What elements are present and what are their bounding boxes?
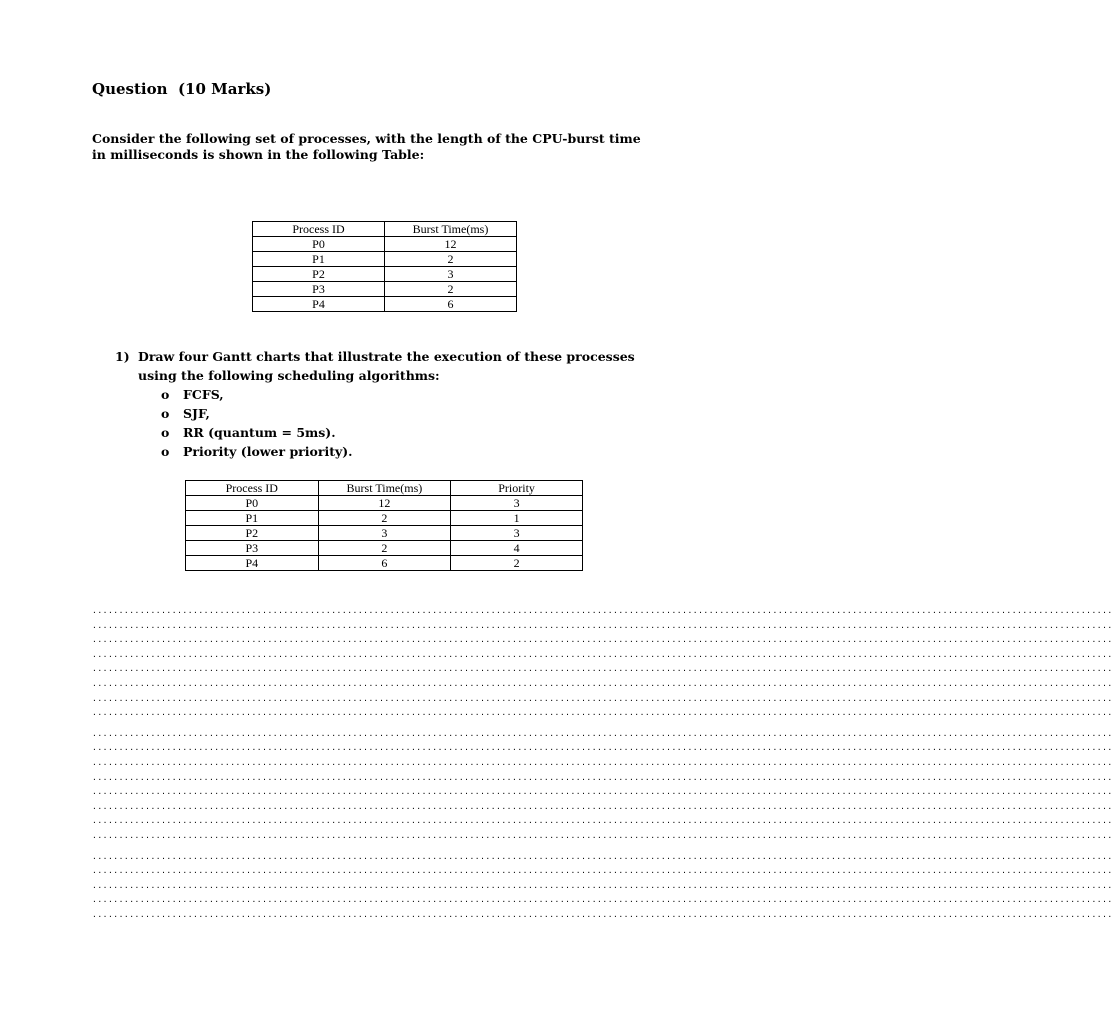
answer-line: ................................................................................................................................................................................................ <box>92 708 1113 718</box>
answer-line: ................................................................................................................................................................................................ <box>92 830 1113 840</box>
answer-line: ................................................................................................................................................................................................ <box>92 909 1113 919</box>
table-header-row <box>186 481 583 496</box>
question-intro: Consider the following set of processes, with the length of the CPU-burst time in milliseconds is shown in the following Table: <box>92 131 641 162</box>
table-row <box>186 556 583 571</box>
table-row <box>186 526 583 541</box>
bullet-icon: o <box>161 425 170 440</box>
answer-line: ................................................................................................................................................................................................ <box>92 743 1113 753</box>
answer-line: ................................................................................................................................................................................................ <box>92 816 1113 826</box>
question-1 <box>115 347 675 461</box>
cell-burst-time: 12 <box>385 237 517 252</box>
priority-table <box>185 480 583 571</box>
answer-line: ................................................................................................................................................................................................ <box>92 880 1113 890</box>
algorithm-label: Priority (lower priority). <box>183 444 353 459</box>
cell-process-id: P4 <box>253 297 385 312</box>
cell-process-id: P1 <box>186 511 319 526</box>
bullet-icon: o <box>161 444 170 459</box>
algorithm-list <box>115 385 675 461</box>
answer-line: ................................................................................................................................................................................................ <box>92 693 1113 703</box>
table-row <box>186 511 583 526</box>
table-row <box>253 282 517 297</box>
answer-line: ................................................................................................................................................................................................ <box>92 620 1113 630</box>
table-row <box>253 252 517 267</box>
list-item <box>115 442 675 461</box>
cell-process-id: P4 <box>186 556 319 571</box>
answer-line: ................................................................................................................................................................................................ <box>92 851 1113 861</box>
answer-area <box>92 604 1113 922</box>
algorithm-label: SJF, <box>183 406 210 421</box>
answer-line: ................................................................................................................................................................................................ <box>92 635 1113 645</box>
answer-line: ................................................................................................................................................................................................ <box>92 606 1113 615</box>
header-process-id: Process ID <box>253 222 385 237</box>
cell-priority: 3 <box>451 496 583 511</box>
cell-process-id: P0 <box>186 496 319 511</box>
answer-line: ................................................................................................................................................................................................ <box>92 757 1113 767</box>
question-text: Draw four Gantt charts that illustrate the execution of these processes using the following scheduling algorithms: <box>138 349 635 383</box>
answer-line: ................................................................................................................................................................................................ <box>92 664 1113 674</box>
table-row <box>253 237 517 252</box>
answer-line: ................................................................................................................................................................................................ <box>92 895 1113 905</box>
answer-line: ................................................................................................................................................................................................ <box>92 772 1113 782</box>
list-item <box>115 385 675 404</box>
cell-process-id: P2 <box>186 526 319 541</box>
algorithm-label: RR (quantum = 5ms). <box>183 425 336 440</box>
header-burst-time: Burst Time(ms) <box>385 222 517 237</box>
cell-priority: 2 <box>451 556 583 571</box>
table-row <box>186 496 583 511</box>
cell-process-id: P1 <box>253 252 385 267</box>
cell-burst-time: 2 <box>318 511 451 526</box>
cell-process-id: P0 <box>253 237 385 252</box>
cell-burst-time: 3 <box>385 267 517 282</box>
question-title: Question (10 Marks) <box>92 80 272 98</box>
cell-burst-time: 2 <box>385 252 517 267</box>
bullet-icon: o <box>161 406 170 421</box>
cell-process-id: P3 <box>253 282 385 297</box>
cell-priority: 1 <box>451 511 583 526</box>
header-process-id: Process ID <box>186 481 319 496</box>
answer-line: ................................................................................................................................................................................................ <box>92 801 1113 811</box>
burst-time-table <box>252 221 517 312</box>
list-item <box>115 423 675 442</box>
answer-line: ................................................................................................................................................................................................ <box>92 787 1113 797</box>
cell-burst-time: 2 <box>385 282 517 297</box>
cell-burst-time: 6 <box>318 556 451 571</box>
header-priority: Priority <box>451 481 583 496</box>
answer-line: ................................................................................................................................................................................................ <box>92 678 1113 688</box>
list-item <box>115 404 675 423</box>
cell-burst-time: 12 <box>318 496 451 511</box>
table-row <box>253 297 517 312</box>
answer-line: ................................................................................................................................................................................................ <box>92 649 1113 659</box>
cell-burst-time: 2 <box>318 541 451 556</box>
table-header-row <box>253 222 517 237</box>
table-row <box>253 267 517 282</box>
table-row <box>186 541 583 556</box>
header-burst-time: Burst Time(ms) <box>318 481 451 496</box>
answer-line: ................................................................................................................................................................................................ <box>92 728 1113 738</box>
cell-process-id: P3 <box>186 541 319 556</box>
cell-burst-time: 3 <box>318 526 451 541</box>
question-number: 1) <box>115 349 130 364</box>
cell-priority: 4 <box>451 541 583 556</box>
bullet-icon: o <box>161 387 170 402</box>
cell-burst-time: 6 <box>385 297 517 312</box>
cell-process-id: P2 <box>253 267 385 282</box>
answer-line: ................................................................................................................................................................................................ <box>92 866 1113 876</box>
algorithm-label: FCFS, <box>183 387 224 402</box>
cell-priority: 3 <box>451 526 583 541</box>
